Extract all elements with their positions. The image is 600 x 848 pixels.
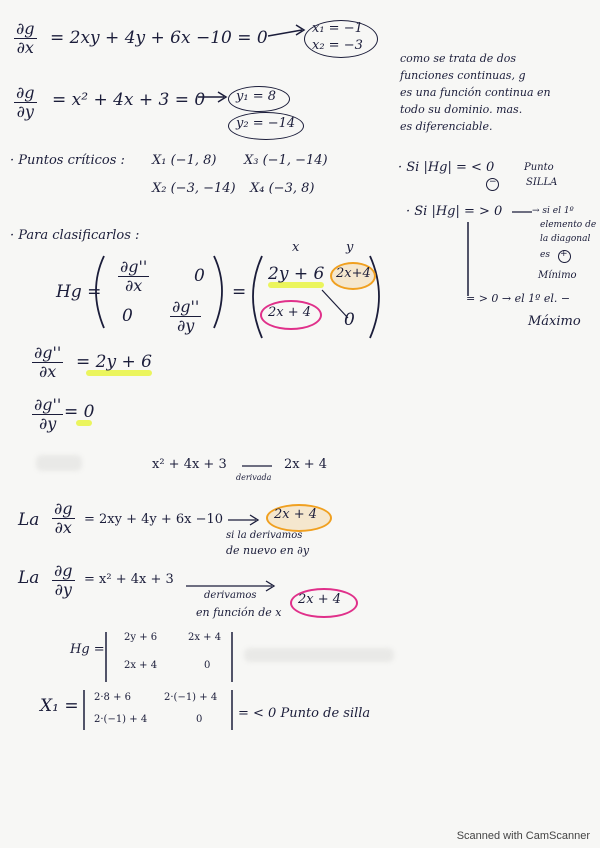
rule-2-note: es	[540, 250, 550, 260]
eq1-rhs: = 2xy + 4y + 6x −10 = 0	[50, 28, 268, 48]
la2-note: en función de x	[196, 606, 282, 619]
second-deriv-y: $\frac{\partial g''}{\partial y}$	[34, 395, 62, 433]
hg2-label: Hg =	[70, 642, 105, 657]
rule-2-result: Mínimo	[538, 270, 577, 281]
la1-note: si la derivamos	[226, 530, 303, 541]
erased-smudge	[244, 648, 394, 662]
la1-rhs: = 2xy + 4y + 6x −10	[84, 512, 224, 527]
side-note-line: es diferenciable.	[400, 120, 493, 133]
x1-calc-c: 2·(−1) + 4	[94, 714, 148, 725]
m11: $\frac{\partial g''}{\partial x}$	[120, 257, 148, 295]
rule-2-sign: +	[560, 249, 568, 259]
rule-1-result: Punto	[524, 162, 554, 173]
la1-frac: $\frac{\partial g}{\partial x}$	[54, 499, 73, 537]
deriv-note: derivada	[236, 473, 272, 482]
deriv-expr: x² + 4x + 3	[152, 457, 227, 472]
second-deriv-y-rhs: = 0	[64, 402, 95, 422]
x1-calc-b: 2·(−1) + 4	[164, 692, 218, 703]
critical-label: · Puntos críticos :	[10, 153, 125, 168]
x1-calc-a: 2·8 + 6	[94, 692, 132, 703]
la2-frac: $\frac{\partial g}{\partial y}$	[54, 561, 73, 599]
classify-label: · Para clasificarlos :	[10, 228, 140, 243]
second-deriv-x-rhs: = 2y + 6	[76, 352, 152, 372]
hg2-d: 0	[204, 660, 211, 671]
rule-1-result-2: SILLA	[526, 177, 558, 188]
partial-g-y: $\frac{\partial g}{\partial y}$	[16, 83, 35, 121]
side-note-line: como se trata de dos	[400, 52, 517, 65]
x2-value: x₂ = −3	[312, 38, 363, 53]
x1-value: x₁ = −1	[312, 21, 363, 36]
deriv-result: 2x + 4	[284, 457, 328, 472]
x1-calc-d: 0	[196, 714, 203, 725]
la1-note: de nuevo en ∂y	[226, 544, 310, 557]
rule-3: = > 0 → el 1º el. −	[466, 292, 571, 305]
r21: 2x + 4	[268, 305, 312, 320]
side-note-line: todo su dominio. mas.	[400, 103, 523, 116]
partial-g-x: $\frac{\partial g}{\partial x}$	[16, 19, 35, 57]
rule-1-sign: −	[489, 177, 497, 187]
r11: 2y + 6	[268, 264, 325, 284]
rule-2-note: elemento de	[540, 220, 597, 230]
side-note-line: es una función continua en	[400, 86, 551, 99]
la2-pre: La	[18, 568, 40, 588]
critical-p3: X₃ (−1, −14)	[244, 153, 328, 168]
side-note-line: funciones continuas, g	[400, 69, 526, 82]
m12: 0	[194, 266, 205, 286]
y2-value: y₂ = −14	[236, 116, 296, 131]
critical-p4: X₄ (−3, 8)	[250, 181, 315, 196]
rule-3-result: Máximo	[528, 314, 581, 329]
la2-note: derivamos	[204, 590, 257, 601]
hg2-b: 2x + 4	[188, 632, 222, 643]
critical-p1: X₁ (−1, 8)	[152, 153, 217, 168]
hg2-c: 2x + 4	[124, 660, 158, 671]
x1-calc-label: X₁ =	[40, 696, 79, 716]
second-deriv-x: $\frac{\partial g''}{\partial x}$	[34, 343, 62, 381]
erased-smudge	[36, 455, 82, 471]
la1-result: 2x + 4	[274, 507, 318, 522]
la2-result: 2x + 4	[298, 592, 342, 607]
la1-pre: La	[18, 510, 40, 530]
eq2-rhs: = x² + 4x + 3 = 0	[52, 90, 206, 110]
m22: $\frac{\partial g''}{\partial y}$	[172, 297, 200, 335]
rule-2-note: la diagonal	[540, 234, 591, 244]
la2-rhs: = x² + 4x + 3	[84, 572, 174, 587]
rule-2-note: → si el 1º	[532, 206, 574, 216]
equals-sign: =	[232, 282, 247, 302]
col-x-label: x	[292, 240, 300, 255]
r12: 2x+4	[336, 266, 371, 281]
rule-1: · Si |Hg| = < 0	[398, 160, 495, 175]
hessian-label: Hg =	[56, 282, 102, 302]
y1-value: y₁ = 8	[236, 89, 276, 104]
hg2-a: 2y + 6	[124, 632, 158, 643]
r22: 0	[344, 310, 355, 330]
x1-calc-result: = < 0 Punto de silla	[238, 706, 371, 721]
critical-p2: X₂ (−3, −14)	[152, 181, 236, 196]
scanner-footer: Scanned with CamScanner	[456, 830, 590, 842]
rule-2: · Si |Hg| = > 0	[406, 204, 503, 219]
col-y-label: y	[346, 240, 354, 255]
m21: 0	[122, 306, 133, 326]
